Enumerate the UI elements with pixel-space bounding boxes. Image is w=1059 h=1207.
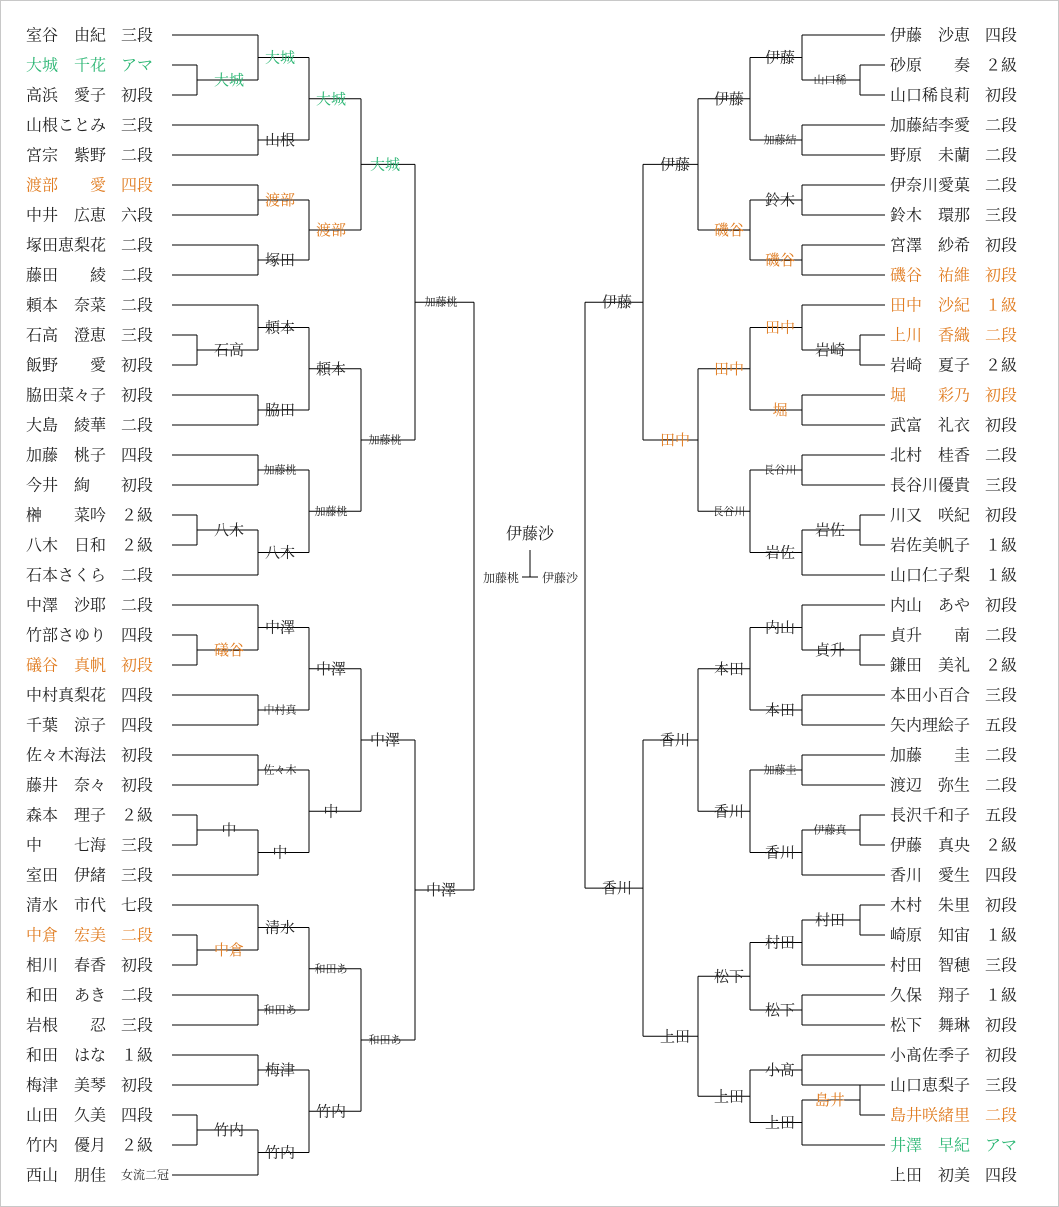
right-round1-winner: 磯谷 <box>764 251 796 269</box>
right-round1-winner: 田中 <box>764 318 796 337</box>
right-round2-winner: 磯谷 <box>713 221 745 239</box>
left-player-name: 相川 春香 <box>26 955 107 975</box>
left-player-rank: ２級 <box>121 805 154 825</box>
right-player-name: 宮澤 紗希 <box>890 235 971 255</box>
right-player-rank: ２級 <box>985 655 1018 675</box>
right-player-name: 井澤 早紀 <box>890 1135 971 1155</box>
left-player-name: 渡部 愛 <box>26 175 107 195</box>
left-player-name: 中井 広恵 <box>26 205 107 225</box>
left-player-rank: 初段 <box>121 85 154 105</box>
left-player-name: 山田 久美 <box>26 1105 107 1125</box>
left-player-name: 森本 理子 <box>26 805 107 825</box>
right-player-name: 伊藤 真央 <box>890 835 971 855</box>
left-player-rank: 四段 <box>121 685 154 705</box>
left-player-name: 今井 絢 <box>26 475 91 495</box>
right-round1-winner: 鈴木 <box>764 191 796 209</box>
right-player-name: 小髙佐季子 <box>890 1045 971 1065</box>
right-player-name: 堀 彩乃 <box>890 385 971 405</box>
left-player-name: 和田 はな <box>26 1045 107 1065</box>
left-player-rank: １級 <box>121 1045 154 1065</box>
left-player-rank: 二段 <box>121 985 154 1005</box>
left-player-rank: 二段 <box>121 925 154 945</box>
left-round1-winner: 和田あ <box>263 1003 297 1017</box>
right-player-rank: 三段 <box>985 205 1018 225</box>
right-player-rank: 四段 <box>985 865 1018 885</box>
right-round1-winner: 村田 <box>764 933 796 952</box>
left-player-rank: 二段 <box>121 265 154 285</box>
left-round2-winner: 頼本 <box>315 359 347 378</box>
right-player-name: 貞升 南 <box>890 625 971 645</box>
right-player-rank: 五段 <box>985 715 1018 735</box>
right-player-name: 崎原 知宙 <box>890 925 971 945</box>
right-player-name: 島井咲緒里 <box>890 1105 971 1125</box>
right-player-name: 加藤結李愛 <box>890 115 971 135</box>
left-round1-winner: 八木 <box>264 543 296 562</box>
right-player-name: 武富 礼衣 <box>890 415 971 435</box>
right-round2-winner: 本田 <box>713 659 745 678</box>
left-pre-round-winner: 中倉 <box>213 941 245 959</box>
right-round2-winner: 長谷川 <box>712 504 746 518</box>
right-player-name: 矢内理絵子 <box>890 715 971 735</box>
left-player-rank: ２級 <box>121 535 154 555</box>
left-player-name: 加藤 桃子 <box>26 445 107 465</box>
left-player-rank: 二段 <box>121 295 154 315</box>
right-player-rank: 二段 <box>985 745 1018 765</box>
left-pre-round-winner: 礒谷 <box>213 641 245 659</box>
right-round4-winner: 香川 <box>601 879 633 898</box>
left-round3-winner: 加藤桃 <box>368 433 402 447</box>
left-round1-winner: 中 <box>272 843 288 862</box>
right-player-name: 伊藤 沙恵 <box>890 25 971 45</box>
right-player-rank: 初段 <box>985 895 1018 915</box>
right-player-rank: 初段 <box>985 1015 1018 1035</box>
left-player-name: 飯野 愛 <box>26 355 107 375</box>
left-player-name: 礒谷 真帆 <box>26 655 107 675</box>
left-player-rank: 三段 <box>121 835 154 855</box>
right-player-rank: １級 <box>985 925 1018 945</box>
right-pre-round-winner: 島井 <box>814 1091 846 1109</box>
right-player-name: 川又 咲紀 <box>890 505 971 525</box>
left-player-rank: 初段 <box>121 655 154 675</box>
left-round2-winner: 和田あ <box>314 962 348 976</box>
left-player-name: 中澤 沙耶 <box>26 595 107 615</box>
left-player-rank: 三段 <box>121 1015 154 1035</box>
right-player-rank: ２級 <box>985 355 1018 375</box>
right-round1-winner: 長谷川 <box>763 463 797 477</box>
left-player-rank: 二段 <box>121 145 154 165</box>
right-player-name: 長谷川優貴 <box>890 475 971 495</box>
left-round2-winner: 大城 <box>315 89 347 108</box>
right-round3-winner: 田中 <box>659 431 691 449</box>
left-round2-winner: 中澤 <box>315 659 347 678</box>
right-round1-winner: 堀 <box>772 401 788 419</box>
right-round1-winner: 加藤結 <box>763 133 797 147</box>
right-player-name: 村田 智穂 <box>890 955 971 975</box>
right-player-rank: 初段 <box>985 1045 1018 1065</box>
left-player-rank: 初段 <box>121 475 154 495</box>
left-player-name: 中倉 宏美 <box>26 925 107 945</box>
left-player-rank: 四段 <box>121 175 154 195</box>
right-player-name: 木村 朱里 <box>890 895 971 915</box>
right-player-name: 松下 舞琳 <box>890 1015 971 1035</box>
left-player-name: 中村真梨花 <box>26 685 107 705</box>
right-player-name: 上田 初美 <box>890 1165 971 1185</box>
left-player-rank: 初段 <box>121 355 154 375</box>
left-player-name: 石本さくら <box>26 565 107 585</box>
left-round3-winner: 大城 <box>369 155 401 174</box>
right-round1-winner: 小髙 <box>764 1061 796 1079</box>
left-player-rank: 二段 <box>121 235 154 255</box>
right-pre-round-winner: 岩佐 <box>814 521 846 539</box>
left-player-name: 岩根 忍 <box>26 1015 107 1035</box>
left-player-name: 千葉 涼子 <box>26 715 107 735</box>
left-player-rank: 二段 <box>121 415 154 435</box>
left-player-rank: 四段 <box>121 625 154 645</box>
final-champion-label: 伊藤沙 <box>505 524 555 543</box>
left-player-rank: 二段 <box>121 595 154 615</box>
right-round2-winner: 上田 <box>713 1087 745 1106</box>
right-player-rank: 二段 <box>985 625 1018 645</box>
left-player-name: 藤田 綾 <box>26 265 107 285</box>
left-player-name: 室田 伊緒 <box>26 865 107 885</box>
right-round4-winner: 伊藤 <box>601 293 633 312</box>
right-player-rank: アマ <box>985 1135 1018 1155</box>
right-player-name: 砂原 奏 <box>890 55 971 75</box>
left-player-rank: 初段 <box>121 385 154 405</box>
right-player-rank: ２級 <box>985 835 1018 855</box>
right-player-rank: 初段 <box>985 595 1018 615</box>
left-round1-winner: 竹内 <box>264 1143 296 1162</box>
right-player-name: 野原 未蘭 <box>890 145 971 165</box>
right-player-name: 伊奈川愛菓 <box>890 175 971 195</box>
right-player-rank: 初段 <box>985 505 1018 525</box>
right-player-name: 本田小百合 <box>890 685 971 705</box>
left-round1-winner: 佐々木 <box>263 763 297 777</box>
right-player-name: 岩崎 夏子 <box>890 355 971 375</box>
left-player-rank: 三段 <box>121 115 154 135</box>
left-player-name: 西山 朋佳 <box>26 1165 107 1185</box>
right-player-name: 鎌田 美礼 <box>890 655 971 675</box>
right-player-rank: 四段 <box>985 25 1018 45</box>
left-player-name: 室谷 由紀 <box>26 25 107 45</box>
right-player-name: 久保 翔子 <box>890 985 971 1005</box>
right-player-rank: 三段 <box>985 475 1018 495</box>
right-player-rank: １級 <box>985 565 1018 585</box>
left-player-rank: 三段 <box>121 865 154 885</box>
left-player-name: 清水 市代 <box>26 895 107 915</box>
left-player-name: 佐々木海法 <box>26 745 107 765</box>
left-round1-winner: 脇田 <box>264 401 296 419</box>
left-player-rank: ２級 <box>121 505 154 525</box>
left-pre-round-winner: 石高 <box>213 341 245 359</box>
left-player-rank: ２級 <box>121 1135 154 1155</box>
left-player-rank: 七段 <box>121 895 154 915</box>
left-player-name: 山根ことみ <box>26 115 107 135</box>
right-player-name: 渡辺 弥生 <box>890 775 971 795</box>
right-player-rank: 三段 <box>985 955 1018 975</box>
right-player-rank: 五段 <box>985 805 1018 825</box>
right-round3-winner: 伊藤 <box>659 155 691 174</box>
left-round1-winner: 頼本 <box>264 318 296 337</box>
right-round1-winner: 内山 <box>764 618 796 637</box>
right-player-rank: 二段 <box>985 325 1018 345</box>
final-right-label: 伊藤沙 <box>542 571 579 585</box>
left-pre-round-winner: 竹内 <box>213 1121 245 1139</box>
right-player-name: 内山 あや <box>890 595 971 615</box>
right-player-rank: １級 <box>985 985 1018 1005</box>
left-player-name: 脇田菜々子 <box>26 385 107 405</box>
left-round1-winner: 塚田 <box>264 251 296 269</box>
left-player-rank: アマ <box>121 55 154 75</box>
left-player-name: 梅津 美琴 <box>26 1075 107 1095</box>
right-player-rank: 二段 <box>985 145 1018 165</box>
right-player-rank: 初段 <box>985 85 1018 105</box>
left-player-rank: 四段 <box>121 445 154 465</box>
left-player-name: 大島 綾華 <box>26 415 107 435</box>
left-round4-winner: 中澤 <box>425 881 457 899</box>
right-player-rank: 二段 <box>985 1105 1018 1125</box>
left-round2-winner: 中 <box>323 802 339 821</box>
left-player-name: 大城 千花 <box>26 55 107 75</box>
left-player-name: 榊 菜吟 <box>26 505 107 525</box>
right-player-rank: １級 <box>985 295 1018 315</box>
left-player-rank: 二段 <box>121 565 154 585</box>
right-pre-round-winner: 伊藤真 <box>813 823 847 837</box>
right-round2-winner: 香川 <box>713 802 745 821</box>
right-player-name: 磯谷 祐維 <box>890 265 971 285</box>
left-pre-round-winner: 大城 <box>213 71 245 89</box>
right-player-name: 田中 沙紀 <box>890 295 971 315</box>
right-round1-winner: 上田 <box>764 1113 796 1132</box>
right-pre-round-winner: 貞升 <box>814 641 846 659</box>
right-player-rank: 初段 <box>985 385 1018 405</box>
right-round3-winner: 香川 <box>659 731 691 749</box>
left-player-name: 八木 日和 <box>26 535 107 555</box>
left-player-rank: 初段 <box>121 775 154 795</box>
right-player-name: 北村 桂香 <box>890 445 971 465</box>
left-player-name: 藤井 奈々 <box>26 775 107 795</box>
right-pre-round-winner: 村田 <box>814 911 846 929</box>
right-round2-winner: 伊藤 <box>713 89 745 108</box>
left-player-rank: 女流二冠 <box>121 1168 170 1182</box>
left-round1-winner: 加藤桃 <box>263 463 297 477</box>
right-round2-winner: 田中 <box>713 359 745 378</box>
left-player-rank: 初段 <box>121 1075 154 1095</box>
left-player-rank: 四段 <box>121 1105 154 1125</box>
left-round1-winner: 清水 <box>264 918 296 937</box>
final-match <box>483 524 579 585</box>
right-player-rank: 初段 <box>985 415 1018 435</box>
left-round2-winner: 加藤桃 <box>314 504 348 518</box>
right-player-rank: 三段 <box>985 685 1018 705</box>
right-player-name: 加藤 圭 <box>890 745 971 765</box>
left-player-name: 頼本 奈菜 <box>26 295 107 315</box>
left-round2-winner: 渡部 <box>315 221 347 239</box>
right-player-rank: 三段 <box>985 1075 1018 1095</box>
left-round1-winner: 中村真 <box>263 703 297 717</box>
right-round1-winner: 岩佐 <box>764 543 796 562</box>
left-player-rank: 三段 <box>121 325 154 345</box>
left-player-rank: 初段 <box>121 955 154 975</box>
left-round1-winner: 中澤 <box>264 618 296 637</box>
right-player-name: 長沢千和子 <box>890 805 971 825</box>
right-round2-winner: 松下 <box>713 967 745 986</box>
left-pre-round-winner: 八木 <box>213 521 245 539</box>
right-player-name: 山口仁子梨 <box>890 565 971 585</box>
right-player-rank: 二段 <box>985 445 1018 465</box>
right-pre-round-winner: 岩崎 <box>814 341 846 359</box>
left-round1-winner: 大城 <box>264 48 296 67</box>
right-player-name: 香川 愛生 <box>890 865 971 885</box>
left-round2-winner: 竹内 <box>315 1102 347 1121</box>
right-player-name: 山口恵梨子 <box>890 1075 971 1095</box>
right-round1-winner: 加藤圭 <box>763 763 797 777</box>
left-player-rank: 四段 <box>121 715 154 735</box>
right-player-name: 岩佐美帆子 <box>890 535 971 555</box>
left-round1-winner: 山根 <box>264 131 296 149</box>
left-player-name: 竹部さゆり <box>26 625 107 645</box>
left-player-name: 竹内 優月 <box>26 1135 107 1155</box>
right-player-name: 山口稀良莉 <box>890 85 971 105</box>
final-left-label: 加藤桃 <box>482 571 519 585</box>
left-player-rank: 初段 <box>121 745 154 765</box>
right-player-name: 鈴木 環那 <box>890 205 971 225</box>
right-pre-round-winner: 山口稀 <box>813 73 847 87</box>
left-player-name: 中 七海 <box>26 835 107 855</box>
left-round1-winner: 梅津 <box>264 1061 296 1079</box>
right-player-rank: 二段 <box>985 115 1018 135</box>
left-pre-round-winner: 中 <box>221 821 237 839</box>
left-round1-winner: 渡部 <box>264 191 296 209</box>
right-player-rank: 初段 <box>985 265 1018 285</box>
left-player-name: 宮宗 紫野 <box>26 145 107 165</box>
right-player-rank: 二段 <box>985 775 1018 795</box>
right-round3-winner: 上田 <box>659 1027 691 1046</box>
left-player-name: 和田 あき <box>26 985 107 1005</box>
left-round3-winner: 中澤 <box>369 731 401 749</box>
right-player-rank: 初段 <box>985 235 1018 255</box>
right-player-rank: １級 <box>985 535 1018 555</box>
left-player-name: 塚田恵梨花 <box>26 235 107 255</box>
right-player-rank: 二段 <box>985 175 1018 195</box>
left-round4-winner: 加藤桃 <box>424 295 458 309</box>
left-player-name: 石高 澄恵 <box>26 325 107 345</box>
left-player-rank: 六段 <box>121 205 154 225</box>
right-player-name: 上川 香織 <box>890 325 971 345</box>
right-round1-winner: 香川 <box>764 843 796 862</box>
left-round3-winner: 和田あ <box>368 1033 402 1047</box>
left-player-rank: 三段 <box>121 25 154 45</box>
right-player-rank: ２級 <box>985 55 1018 75</box>
left-player-name: 高浜 愛子 <box>26 85 107 105</box>
right-round1-winner: 伊藤 <box>764 48 796 67</box>
right-round1-winner: 本田 <box>764 701 796 719</box>
right-round1-winner: 松下 <box>764 1001 796 1019</box>
right-player-rank: 四段 <box>985 1165 1018 1185</box>
